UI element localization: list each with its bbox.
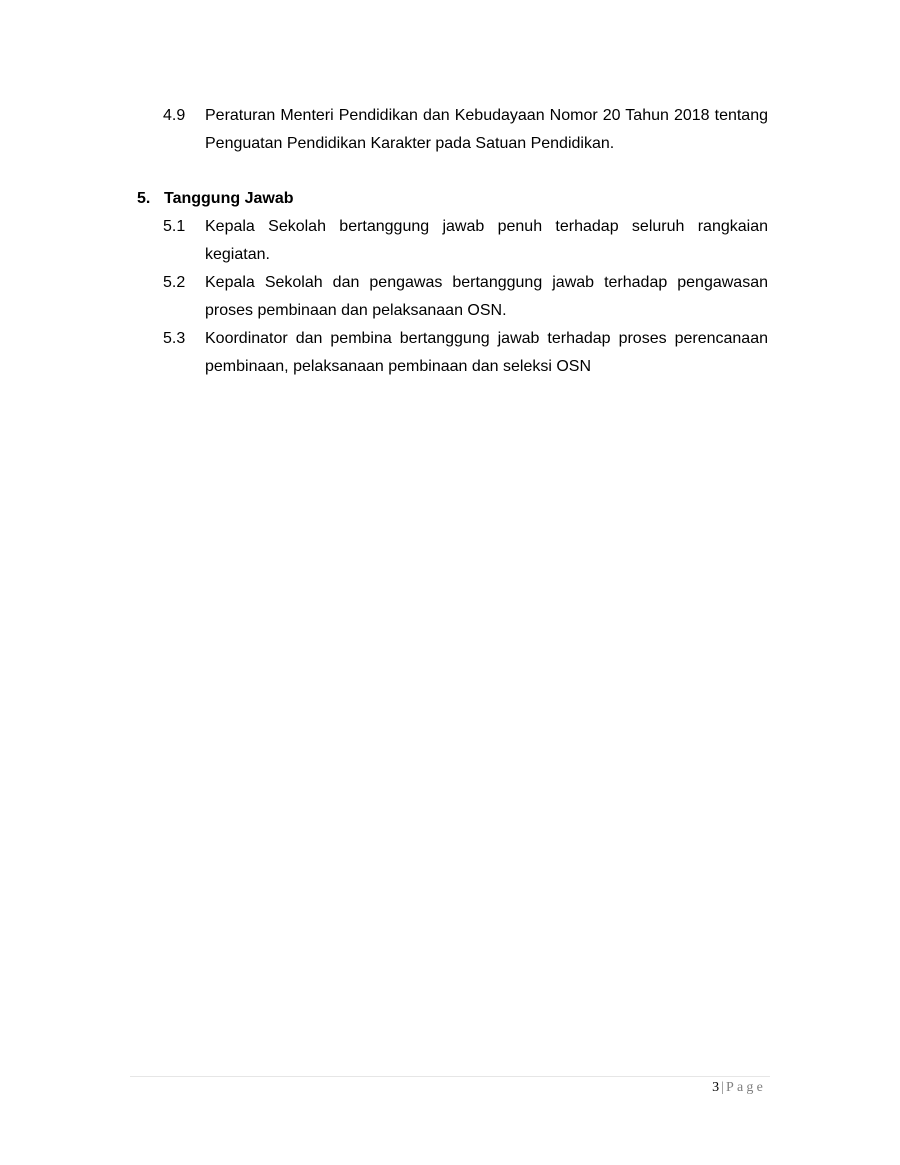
item-text: Kepala Sekolah bertanggung jawab penuh terhadap seluruh rangkaian kegiatan. [205,218,768,263]
page-footer [712,1078,766,1098]
footer-separator: | [721,1080,724,1095]
item-number: 5.3 [163,330,186,347]
item-text: Kepala Sekolah dan pengawas bertanggung jawab terhadap pengawasan proses pembinaan dan pelaksanaan OSN. [205,274,768,319]
item-text: Koordinator dan pembina bertanggung jawab terhadap proses perencanaan pembinaan, pelaksanaan pembinaan dan seleksi OSN [205,330,768,375]
item-text: Peraturan Menteri Pendidikan dan Kebudayaan Nomor 20 Tahun 2018 tentang Penguatan Pendidikan Karakter pada Satuan Pendidikan. [205,107,768,152]
item-number: 5.1 [163,218,186,235]
item-number: 4.9 [163,107,186,124]
list-item-4-9 [163,102,768,158]
list-item-5-3 [163,325,768,381]
item-number: 5.2 [163,274,186,291]
section-heading [137,185,293,213]
page-label: Page [725,1080,766,1095]
list-item-5-1 [163,213,768,269]
section-number: 5. [137,190,151,207]
section-title: Tanggung Jawab [164,190,294,207]
page-number: 3 [712,1080,720,1095]
list-item-5-2 [163,269,768,325]
footer-divider [130,1076,770,1077]
